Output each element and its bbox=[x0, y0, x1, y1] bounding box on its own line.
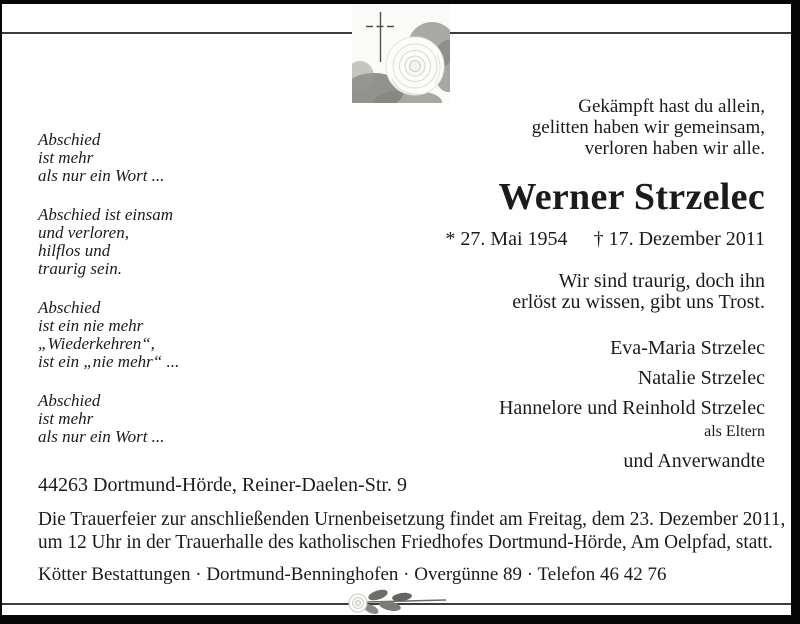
address-line: 44263 Dortmund-Hörde, Reiner-Daelen-Str. 9 bbox=[38, 474, 407, 496]
deceased-name: Werner Strzelec bbox=[498, 176, 765, 218]
poem-line: als nur ein Wort ... bbox=[38, 166, 165, 185]
poem-stanza bbox=[38, 299, 179, 371]
poem-line: hilflos und bbox=[38, 241, 111, 260]
poem-line: Abschied bbox=[38, 130, 101, 149]
mourners-list bbox=[499, 333, 765, 472]
top-border-bar bbox=[0, 0, 800, 4]
poem-line: Abschied bbox=[38, 391, 101, 410]
mourners-closing: und Anverwandte bbox=[623, 450, 765, 472]
funeral-notice-line: Die Trauerfeier zur anschließenden Urnenbeisetzung findet am Freitag, dem 23. Dezember 2011, bbox=[38, 508, 786, 530]
poem-stanza bbox=[38, 392, 179, 446]
mourner-name: Eva-Maria Strzelec bbox=[610, 337, 765, 359]
life-dates bbox=[445, 228, 765, 251]
poem-line: ist ein nie mehr bbox=[38, 316, 144, 335]
bottom-border-bar bbox=[0, 615, 800, 624]
rose-divider-graphic bbox=[338, 586, 450, 616]
funeral-notice bbox=[38, 508, 785, 553]
condolence-text bbox=[512, 271, 765, 313]
poem-stanza bbox=[38, 131, 179, 185]
poem-line: und verloren, bbox=[38, 223, 129, 242]
epigraph bbox=[532, 96, 765, 159]
poem-line: Abschied ist einsam bbox=[38, 205, 174, 224]
epigraph-line: verloren haben wir alle. bbox=[584, 138, 765, 159]
relation-note: als Eltern bbox=[704, 423, 765, 440]
funeral-notice-line: um 12 Uhr in der Trauerhalle des katholischen Friedhofes Dortmund-Hörde, Am Oelpfad, statt. bbox=[38, 530, 773, 553]
poem-line: „Wiederkehren“, bbox=[38, 334, 155, 353]
farewell-poem bbox=[38, 131, 179, 467]
death-date: † 17. Dezember 2011 bbox=[593, 228, 765, 250]
poem-line: ist mehr bbox=[38, 148, 94, 167]
epigraph-line: gelitten haben wir gemeinsam, bbox=[531, 117, 765, 138]
mourner-name: Natalie Strzelec bbox=[637, 367, 765, 389]
left-border-bar bbox=[0, 0, 2, 624]
rose-icon bbox=[386, 37, 444, 95]
poem-line: ist mehr bbox=[38, 409, 94, 428]
birth-date: * 27. Mai 1954 bbox=[445, 228, 568, 250]
poem-stanza bbox=[38, 206, 179, 278]
mourner-name: Hannelore und Reinhold Strzelec bbox=[498, 397, 765, 419]
right-border-bar bbox=[791, 0, 800, 624]
epigraph-line: Gekämpft hast du allein, bbox=[578, 96, 765, 117]
poem-line: ist ein „nie mehr“ ... bbox=[38, 352, 180, 371]
rose-divider-icon bbox=[338, 586, 450, 616]
undertaker-line: Kötter Bestattungen · Dortmund-Benninghofen · Overgünne 89 · Telefon 46 42 76 bbox=[38, 564, 667, 585]
poem-line: Abschied bbox=[38, 298, 101, 317]
poem-line: als nur ein Wort ... bbox=[38, 427, 165, 446]
memorial-photo-graphic bbox=[352, 4, 450, 103]
condolence-line: erlöst zu wissen, gibt uns Trost. bbox=[512, 291, 765, 313]
poem-line: traurig sein. bbox=[38, 259, 123, 278]
condolence-line: Wir sind traurig, doch ihn bbox=[558, 270, 765, 292]
memorial-photo bbox=[352, 4, 450, 103]
